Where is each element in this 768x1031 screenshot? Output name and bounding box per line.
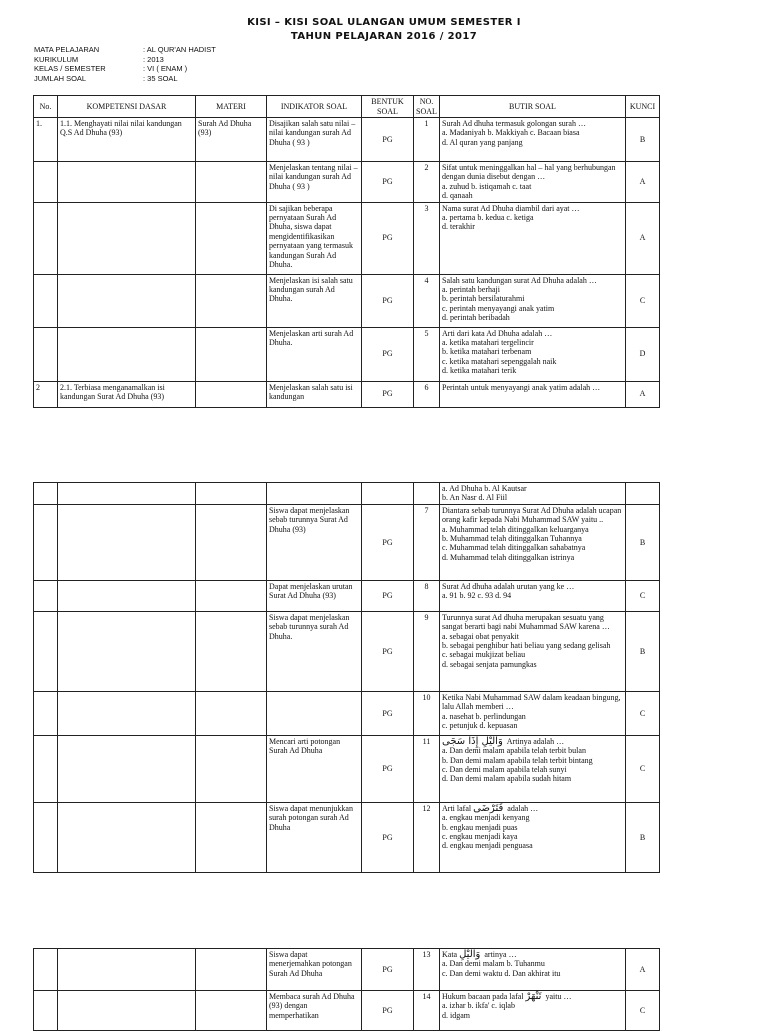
kisi-table-page-3 [33,948,660,1031]
cell-materi [196,483,267,505]
cell-bentuk-soal: PG [362,202,414,274]
cell-kompetensi-dasar [58,274,196,327]
meta-row-total [34,74,216,84]
answer-option: d. Muhammad telah ditinggalkan istrinya [442,552,575,562]
cell-materi [196,274,267,327]
kisi-table-page-2 [33,482,660,873]
cell-butir-soal [440,802,626,872]
cell-kompetensi-dasar [58,504,196,580]
cell-no [34,735,58,802]
cell-bentuk-soal [362,483,414,505]
cell-butir-soal [440,691,626,735]
cell-kunci: C [626,691,660,735]
table-row [34,611,660,691]
stem-text: Turunnya surat Ad dhuha merupakan sesuatu yang sangat berarti bagi nabi Muhammad SAW karena … [442,612,610,632]
cell-kunci: B [626,118,660,162]
arabic-text: وَالَّيْلِ [459,949,481,960]
cell-no [34,991,58,1031]
cell-nomor-soal: 12 [414,802,440,872]
question-stem [442,737,623,746]
cell-kompetensi-dasar: 1.1. Menghayati nilai nilai kandungan Q.S Ad Dhuha (93) [58,118,196,162]
cell-no [34,483,58,505]
stem-text: Ketika Nabi Muhammad SAW dalam keadaan bingung, lalu Allah memberi … [442,692,621,712]
col-header-kompetensi: KOMPETENSI DASAR [58,96,196,118]
table-header-row [34,96,660,118]
cell-indikator: Siswa dapat menjelaskan sebab turunnya Surat Ad Dhuha (93) [267,504,362,580]
arabic-text: فَتَرْضَى [473,802,504,814]
cell-indikator [267,691,362,735]
answer-option: a. nasehat b. perlindungan [442,711,526,721]
answer-option: b. An Nasr d. Al Fiil [442,493,508,503]
cell-materi [196,691,267,735]
cell-kunci: C [626,274,660,327]
cell-kunci: A [626,381,660,407]
cell-butir-soal [440,274,626,327]
cell-no [34,580,58,611]
cell-bentuk-soal: PG [362,118,414,162]
answer-option: d. perintah beribadah [442,313,510,323]
answer-option: c. perintah menyayangi anak yatim [442,303,555,313]
stem-text: Diantara sebab turunnya Surat Ad Dhuha adalah ucapan orang kafir kepada Nabi Muhammad SAW yaitu .. [442,505,622,525]
answer-option: b. perintah bersilaturahmi [442,294,525,304]
cell-kompetensi-dasar [58,611,196,691]
stem-text: artinya … [484,950,517,959]
col-header-no: No. [34,96,58,118]
answer-option: d. Dan demi malam apabila sudah hitam [442,774,572,784]
stem-text: Artinya adalah … [506,736,565,746]
cell-indikator: Disajikan salah satu nilai – nilai kandungan surah Ad Dhuha ( 93 ) [267,118,362,162]
answer-option: b. sebagai penghibur hati beliau yang sedang gelisah [442,641,611,651]
question-stem [442,119,623,128]
answer-option: c. sebagai mukjizat beliau [442,650,526,660]
answer-option: b. Dan demi malam apabila telah terbit bintang [442,755,593,765]
cell-bentuk-soal: PG [362,327,414,381]
cell-no [34,327,58,381]
cell-kompetensi-dasar [58,949,196,991]
table-row [34,483,660,505]
cell-kunci: A [626,202,660,274]
document-meta [34,45,216,83]
answer-option: d. qanaah [442,191,473,201]
cell-materi [196,802,267,872]
stem-text: yaitu … [545,992,572,1001]
cell-no [34,202,58,274]
stem-prefix: Hukum bacaan pada lafal [442,992,524,1001]
cell-indikator: Menjelaskan arti surah Ad Dhuha. [267,327,362,381]
cell-indikator: Menjelaskan salah satu isi kandungan [267,381,362,407]
cell-butir-soal [440,611,626,691]
answer-option: d. sebagai senjata pamungkas [442,659,537,669]
answer-option: b. ketika matahari terbenam [442,347,532,357]
cell-bentuk-soal: PG [362,949,414,991]
answer-option: d. idgam [442,1010,470,1020]
cell-kompetensi-dasar [58,483,196,505]
col-header-nomor: NO. SOAL [414,96,440,118]
arabic-text: وَالَّيْلِ إِذَا سَجَى [442,735,503,747]
cell-kompetensi-dasar [58,580,196,611]
cell-indikator: Siswa dapat menunjukkan surah potongan surah Ad Dhuha [267,802,362,872]
cell-kompetensi-dasar [58,802,196,872]
table-row [34,274,660,327]
cell-kunci: C [626,580,660,611]
cell-butir-soal [440,118,626,162]
question-stem [442,204,623,213]
answer-option: a. 91 b. 92 c. 93 d. 94 [442,591,512,601]
cell-indikator [267,483,362,505]
meta-label: MATA PELAJARAN [34,45,100,54]
cell-nomor-soal: 8 [414,580,440,611]
answer-option: c. Muhammad telah ditinggalkan sahabatnya [442,543,586,553]
cell-bentuk-soal: PG [362,691,414,735]
answer-option: d. terakhir [442,222,475,232]
cell-materi [196,611,267,691]
cell-materi [196,991,267,1031]
answer-option: a. ketika matahari tergelincir [442,338,534,348]
stem-text: Sifat untuk meninggalkan hal – hal yang berhubungan dengan dunia disebut dengan … [442,163,616,182]
document-title-line1: KISI – KISI SOAL ULANGAN UMUM SEMESTER I [247,17,521,28]
answer-option: a. engkau menjadi kenyang [442,813,530,823]
cell-materi [196,580,267,611]
answer-option: a. zuhud b. istiqamah c. taat [442,181,532,191]
cell-kunci: A [626,162,660,203]
answer-option: b. engkau menjadi puas [442,822,518,832]
question-stem [442,383,623,392]
cell-materi [196,735,267,802]
stem-prefix: Kata [442,950,458,959]
cell-butir-soal [440,162,626,203]
cell-kunci [626,483,660,505]
answer-option: a. sebagai obat penyakit [442,631,519,641]
table-row [34,691,660,735]
cell-kunci: B [626,504,660,580]
cell-butir-soal [440,991,626,1031]
cell-no [34,504,58,580]
col-header-butir: BUTIR SOAL [440,96,626,118]
table-row [34,118,660,162]
question-stem [442,804,623,813]
cell-butir-soal [440,327,626,381]
answer-option: a. Madaniyah b. Makkiyah c. Bacaan biasa [442,128,580,138]
cell-no: 1. [34,118,58,162]
question-stem [442,276,623,285]
table-row [34,381,660,407]
cell-no [34,611,58,691]
cell-kunci: C [626,735,660,802]
cell-nomor-soal: 10 [414,691,440,735]
cell-no: 2 [34,381,58,407]
cell-butir-soal [440,949,626,991]
cell-indikator: Menjelaskan isi salah satu kandungan surah Ad Dhuha. [267,274,362,327]
cell-bentuk-soal: PG [362,580,414,611]
cell-materi [196,504,267,580]
table-row [34,202,660,274]
meta-value: : 35 SOAL [143,73,178,83]
answer-option: b. Muhammad telah ditinggalkan Tuhannya [442,534,582,544]
cell-nomor-soal: 3 [414,202,440,274]
answer-option: a. Ad Dhuha b. Al Kautsar [442,484,527,493]
answer-option: c. Dan demi malam apabila telah sunyi [442,765,567,775]
cell-kompetensi-dasar [58,202,196,274]
cell-indikator: Membaca surah Ad Dhuha (93) dengan memperhatikan [267,991,362,1031]
question-stem [442,693,623,712]
cell-materi: Surah Ad Dhuha (93) [196,118,267,162]
answer-option: c. engkau menjadi kaya [442,832,518,842]
question-stem [442,506,623,525]
answer-option: d. Al quran yang panjang [442,137,523,147]
table-row [34,504,660,580]
cell-kompetensi-dasar [58,162,196,203]
stem-prefix: Arti lafal [442,803,472,813]
cell-kunci: D [626,327,660,381]
answer-option: a. Dan demi malam b. Tuhanmu [442,959,545,969]
cell-bentuk-soal: PG [362,504,414,580]
cell-nomor-soal: 11 [414,735,440,802]
meta-row-subject [34,45,216,55]
meta-row-class [34,64,216,74]
cell-no [34,162,58,203]
cell-materi [196,381,267,407]
cell-bentuk-soal: PG [362,735,414,802]
meta-label: JUMLAH SOAL [34,73,87,83]
stem-text: Perintah untuk menyayangi anak yatim adalah … [442,382,601,392]
answer-option: c. petunjuk d. kepuasan [442,721,518,731]
cell-kompetensi-dasar: 2.1. Terbiasa menganamalkan isi kandungan Surat Ad Dhuha (93) [58,381,196,407]
cell-materi [196,949,267,991]
table-row [34,991,660,1031]
meta-label: KURIKULUM [34,54,79,64]
cell-bentuk-soal: PG [362,611,414,691]
cell-kunci: A [626,949,660,991]
cell-bentuk-soal: PG [362,274,414,327]
cell-nomor-soal: 1 [414,118,440,162]
meta-value: : VI ( ENAM ) [143,64,188,73]
table-row [34,802,660,872]
cell-no [34,274,58,327]
cell-kunci: B [626,802,660,872]
cell-materi [196,327,267,381]
stem-text: Surah Ad dhuha termasuk golongan surah … [442,119,586,128]
cell-indikator: Mencari arti potongan Surah Ad Dhuha [267,735,362,802]
col-header-kunci: KUNCI [626,96,660,118]
question-stem [442,613,623,632]
cell-kunci: B [626,611,660,691]
question-stem [442,992,623,1001]
cell-no [34,802,58,872]
answer-option: a. pertama b. kedua c. ketiga [442,213,534,223]
cell-butir-soal [440,381,626,407]
meta-label: KELAS / SEMESTER [34,64,106,73]
cell-indikator: Dapat menjelaskan urutan Surat Ad Dhuha (93) [267,580,362,611]
stem-text: adalah … [507,803,539,813]
col-header-bentuk: BENTUK SOAL [362,96,414,118]
stem-text: Nama surat Ad Dhuha diambil dari ayat … [442,203,580,213]
col-header-indikator: INDIKATOR SOAL [267,96,362,118]
document-title-line2: TAHUN PELAJARAN 2016 / 2017 [290,31,478,42]
stem-text: Salah satu kandungan surat Ad Dhuha adalah … [442,275,597,285]
answer-option: c. Dan demi waktu d. Dan akhirat itu [442,968,561,978]
answer-option: d. ketika matahari terik [442,366,517,376]
cell-indikator: Menjelaskan tentang nilai – nilai kandungan surah Ad Dhuha ( 93 ) [267,162,362,203]
cell-kunci: C [626,991,660,1031]
table-row [34,735,660,802]
answer-option: a. perintah berhaji [442,285,500,295]
cell-bentuk-soal: PG [362,162,414,203]
table-row [34,949,660,991]
cell-no [34,691,58,735]
cell-indikator: Siswa dapat menerjemahkan potongan Surah Ad Dhuha [267,949,362,991]
cell-indikator: Di sajikan beberapa pernyataan Surah Ad Dhuha, siswa dapat mengidentifikasikan pernyataan yang termasuk kandungan Surah Ad Dhuha. [267,202,362,274]
cell-materi [196,202,267,274]
cell-no [34,949,58,991]
cell-butir-soal [440,504,626,580]
table-row [34,327,660,381]
cell-butir-soal [440,202,626,274]
stem-text: Arti dari kata Ad Dhuha adalah … [442,328,553,338]
question-stem [442,950,623,959]
cell-kompetensi-dasar [58,991,196,1031]
cell-nomor-soal: 6 [414,381,440,407]
answer-option: a. Muhammad telah ditinggalkan keluarganya [442,524,589,534]
table-row [34,580,660,611]
cell-kompetensi-dasar [58,327,196,381]
question-stem [442,582,623,591]
cell-materi [196,162,267,203]
cell-bentuk-soal: PG [362,802,414,872]
col-header-materi: MATERI [196,96,267,118]
cell-kompetensi-dasar [58,735,196,802]
cell-butir-soal [440,735,626,802]
answer-option: a. Dan demi malam apabila telah terbit bulan [442,746,586,756]
answer-option: a. izhar b. ikfa' c. iqlab [442,1001,515,1011]
stem-text: Surat Ad dhuha adalah urutan yang ke … [442,581,575,591]
cell-indikator: Siswa dapat menjelaskan sebab turunnya surah Ad Dhuha. [267,611,362,691]
cell-nomor-soal: 4 [414,274,440,327]
answer-option: c. ketika matahari sepenggalah naik [442,356,557,366]
cell-nomor-soal: 7 [414,504,440,580]
cell-nomor-soal: 5 [414,327,440,381]
cell-butir-soal [440,580,626,611]
kisi-table-page-1 [33,95,660,408]
cell-nomor-soal: 9 [414,611,440,691]
cell-bentuk-soal: PG [362,991,414,1031]
cell-nomor-soal [414,483,440,505]
cell-nomor-soal: 14 [414,991,440,1031]
meta-value: : AL QUR'AN HADIST [143,45,216,54]
meta-row-curriculum [34,55,216,65]
answer-option: d. engkau menjadi penguasa [442,841,533,851]
question-stem [442,329,623,338]
arabic-text: تَنْهَرْ [525,991,542,1002]
question-stem [442,163,623,182]
table-row [34,162,660,203]
cell-bentuk-soal: PG [362,381,414,407]
cell-butir-soal [440,483,626,505]
meta-value: : 2013 [143,54,164,64]
cell-kompetensi-dasar [58,691,196,735]
cell-nomor-soal: 2 [414,162,440,203]
cell-nomor-soal: 13 [414,949,440,991]
